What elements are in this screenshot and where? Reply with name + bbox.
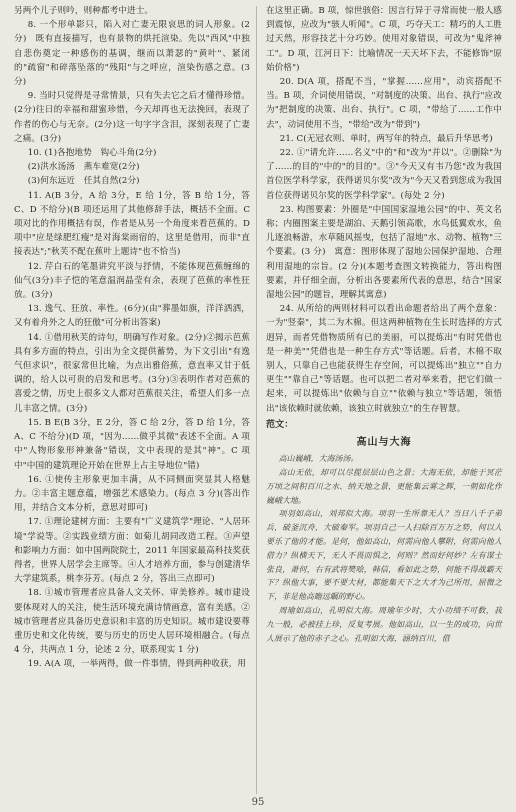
answer-paragraph: 18. ①城市管理者应具备人文关怀、审美修养。城市建设要体现对人的关注，使生活环境充满诗情画意，富有美感。②城市管理者应具备历史意识和丰富的历史知识。城市建设要尊重历史和文化传统，要与历史的历史人居环境相融合。(每点 4 分，共两点 1 分，论述 2 分，联系现实 1 分) bbox=[14, 588, 250, 656]
answer-paragraph: (3)何东远近 任其自然(2分) bbox=[27, 176, 140, 187]
left-column bbox=[14, 4, 250, 672]
answer-paragraph: (2)洪水汤汤 燕车难宽(2分) bbox=[27, 162, 140, 173]
answer-paragraph: 8. 一个形单影只，陷入对亡妻无限哀思的词人形象。(2分) 既有直接描写，也有景物的烘托渲染。先以"西风"中独自悲伤奠定一种感伤的基调，继而以萧瑟的"黄叶"、紧闭的"疏窗"和碎落坠落的"残阳"与之呼应，渲染伤感之意。(3分) bbox=[14, 20, 250, 88]
answer-paragraph: 15. B E(B 3分，E 2分，答 C 给 2分，答 D 给 1分，答 A、C 不给分)(D 项，"因为……做乎其微"表述不全面。A 项中"人物形象形神兼备"错误，文中表现的是其"神"。C 项中"中国的建筑理论开始在世界上占主导地位"错) bbox=[14, 417, 250, 471]
answer-paragraph: 13. 逸气、狂放、率性。(6分)(由"葬墨如旗，洋洋洒洒，又有着舟外之人的狂傲"可分析出答案) bbox=[14, 304, 250, 329]
answer-paragraph: 10. (1)各抱地势 钩心斗角(2分) bbox=[27, 148, 157, 159]
answer-paragraph: 19. A(A 项，一举两得，做一件事情，得到两种收获，用 bbox=[27, 659, 247, 670]
essay-paragraph: 高山无依，却可以尽揽层层山色之景；大海无依，却能于冥茫万顷之间积百川之水、纳天地之景，更能集云雾之辉，一朝如化作巍峨大地。 bbox=[266, 468, 502, 505]
column-divider bbox=[256, 6, 257, 794]
answer-paragraph: 另两个儿子则吟，则种都考中进士。 bbox=[14, 6, 154, 16]
answer-paragraph: 17. ①理论建树方面：主要有"广义建筑学"理论、"人居环境"学说等。②实践业绩方面：如菊儿胡同改造工程。③声望和影响力方面：如中国两院院士，2011 年国家最高科技奖获得者，世界人居学会主席等。④人才培养方面，参与创建清华大学建筑系，桃李芬芳。(每点 2 分，答出三点即可) bbox=[14, 517, 250, 585]
answer-paragraph: 22. ①"请允许……名义"中的"和"改为"并以"。②删除"为了……的目的"中的"的目的"。③"今天又有韦乃您"改为我国首位医学科学家，获得诺贝尔奖"改为"今天又看到您成为我国首位获得诺贝尔奖的医学科学家"。(每处 2 分) bbox=[266, 148, 502, 201]
answer-paragraph: 12. 芹白石的笔墨讲究平淡与抒情，不能体现芭蕉缠绵的仙气(3分)丰子恺的笔意温润晶莹有余，表现了芭蕉的率性狂放。(3分) bbox=[14, 261, 250, 301]
answer-paragraph: 24. 从所给的两则材料可以看出命题者给出了两个意象：一为"竖秦"，其二为木棉。但这两种植物在生长时选择的方式迥异，而者凭借物质所有已的美丽，可以提炼出"有时凭借也是一种美""凭借也是一种生存方式"等话题。后者，木棉不取别人，只靠自己也能获得生存空间，可以提炼出"独立""自力更生""靠自己"等话题。也可以把二者对举来看，把它们做一起来，可以提炼出"依赖与自立""依赖与独立"等话题，领悟出"该依赖时就依赖，该独立时就独立"的生存智慧。 bbox=[266, 304, 502, 414]
answer-paragraph: 9. 当时只觉得是寻常情景，只有失去它之后才懂得珍惜。(2分)往日的幸福和甜蜜珍惜，今天却再也无法挽回，表现了作者的伤心与无奈。(2分)这一句字字含泪，深刻表现了亡妻之痛。(3分) bbox=[14, 91, 250, 144]
essay-paragraph: 项羽如高山，刘邦似大海。项羽一生所靠无人？当日八千子弟兵，破釜沉舟，大破秦军。项羽自己一人扫除百万万之势，何以人要乐了他的才能。是何，他如高山，何需向他人攀附，何需向他人借力？纵横天下，无人不畏而惧之，何则？然而好何妙？左有谋士张良，萧何，右有武将樊哙，韩信，看如此之势，何能不得战霸天下？纵他大事，要不要大材，都能集天下之大才为己所用，屈微之下，非是他高瞻远瞩的野心。 bbox=[266, 509, 502, 602]
answer-paragraph: 16. ①使传主形象更加丰满，从不同侧面突显其人格魅力。②丰富主题意蕴，增强艺术感染力。(每点 3 分)(答出作用，并结合文本分析，意思对即可) bbox=[14, 474, 250, 514]
answer-paragraph: 23. 构图要素：外圈是"中国国家湿地公园"的中、英文名称；内圈图案主要是湖泊、天鹅引领高歌，水鸟低翼欢水，鱼儿逐浪畅游，水草随风摇曳，包括了湿地"水、动物、植物"三个要素。(3 分) 寓意：图形体现了湿地公园保护湿地、合理利用湿地的宗旨。(2 分)(本题考查图文转换能力，答出构图要素，并仔细全面，分析出各要素所代表的意思，结合"国家湿地公园"的题旨，理解其寓意) bbox=[266, 204, 502, 301]
page-number: 95 bbox=[251, 797, 265, 808]
answer-paragraph: 在这里正确。B 项，惊世骇俗：因言行异于寻常而使一般人感到震惊，应改为"骇人听闻"。C 项，巧夺天工：精巧的人工胜过天然，形容技艺十分巧妙。使用对象错误，可改为"鬼斧神工"。D 项，江河日下：比喻情况一天天坏下去，不能修饰"原始价格") bbox=[266, 6, 502, 73]
essay-label: 范文： bbox=[266, 419, 294, 430]
essay-title: 高山与大海 bbox=[356, 437, 412, 449]
right-column bbox=[266, 4, 502, 645]
answer-paragraph: 21. C(无冠衣则、单时，两写年的特点，最后升华思考) bbox=[279, 133, 493, 144]
answer-paragraph: 20. D(A 项，搭配不当，"掌握……应用"，动宾搭配不当。B 项，介词使用错误，"对制度的决策、出台、执行"应改为"把制度的决策、出台、执行"。C 项，"带给了……工作中去"，动词使用不当，"带给"改为"带到") bbox=[266, 77, 502, 130]
essay-paragraph: 周瑜如高山，孔明似大海。周瑜年少时，大小功绩不可数，我九一般，必被挂上珍，反复考展。他如高山，以一生的成功，向世人展示了他的赤子之心。孔明如大海，涵纳百川，借 bbox=[266, 606, 502, 643]
essay-paragraph: 高山巍峨，大海汤汤。 bbox=[278, 454, 359, 464]
answer-paragraph: 14. ①借用秋芙的诗句，明确写作对象。(2分)②揭示芭蕉具有多方面的特点，引出为全文提供蓄势，为下文引出"有逸气但求识"，很家常但比喻，为点出雅俗蕉，意直率又甘于低调的，给人以可贵的启发和思考。(3分)③表明作者对芭蕉的喜爱之情，历史上很多文人都对芭蕉很关注，希望人们多一点儿丰富之情。(3分) bbox=[14, 332, 250, 414]
answer-paragraph: 11. A(B 3分，A 给 3分，E 给 1分，答 B 给 1分，答 C、D 不给分)(B 项还运用了其他修辞手法，概括不全面。C 项对比的作用概括有误，作者是从另一个角度来看芭蕉的。D 项中"应是绿肥红瘦"是对海棠雨宿的，这里是借用，而非"直接表达";"秋芙不配在蕉叶上题诗"也不恰当) bbox=[14, 190, 250, 258]
